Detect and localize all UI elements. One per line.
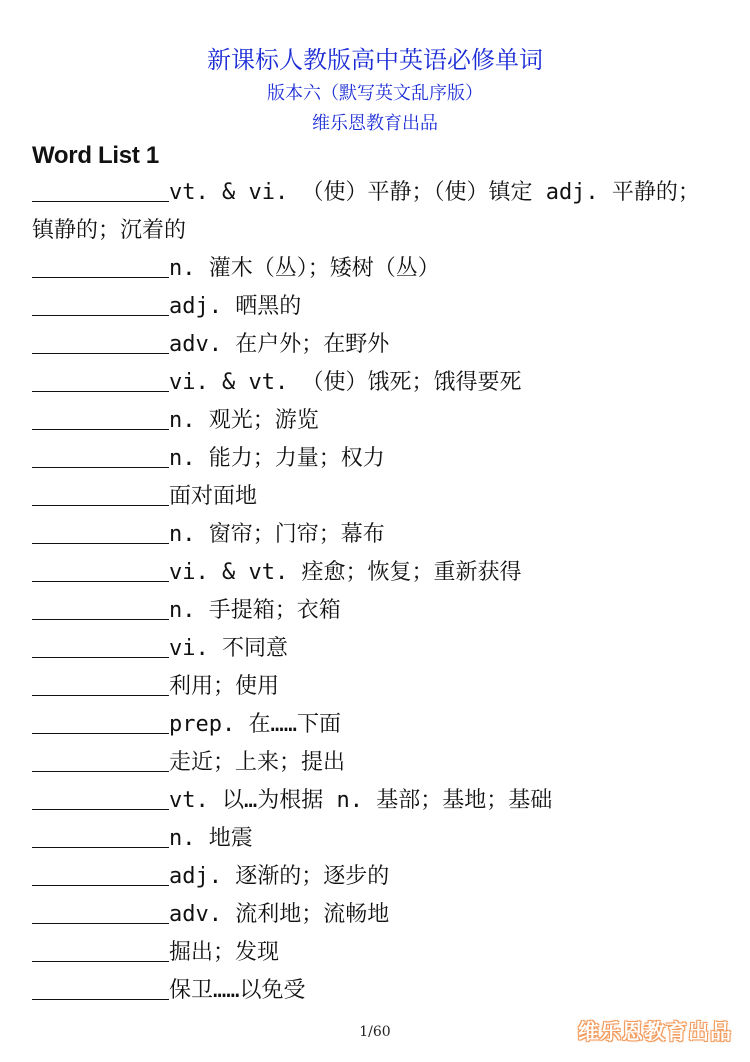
word-definition: 走近；上来；提出 bbox=[169, 750, 346, 775]
answer-blank bbox=[32, 441, 169, 468]
word-entry bbox=[32, 630, 712, 668]
publisher-line: 维乐恩教育出品 bbox=[312, 113, 438, 134]
answer-blank bbox=[32, 935, 169, 962]
answer-blank bbox=[32, 859, 169, 886]
answer-blank bbox=[32, 745, 169, 772]
word-definition: vt. & vi. （使）平静；（使）镇定 adj. 平静的；镇静的；沉着的 bbox=[32, 180, 700, 243]
word-definition: vi. & vt. （使）饿死；饿得要死 bbox=[169, 370, 522, 395]
answer-blank bbox=[32, 669, 169, 696]
page-number: 1/60 bbox=[359, 1024, 391, 1040]
word-list bbox=[32, 174, 712, 1010]
answer-blank bbox=[32, 821, 169, 848]
answer-blank bbox=[32, 783, 169, 810]
word-definition: n. 地震 bbox=[169, 826, 253, 851]
word-entry bbox=[32, 858, 712, 896]
word-definition: vi. & vt. 痊愈；恢复；重新获得 bbox=[169, 560, 522, 585]
answer-blank bbox=[32, 555, 169, 582]
answer-blank bbox=[32, 289, 169, 316]
answer-blank bbox=[32, 327, 169, 354]
word-entry bbox=[32, 668, 712, 706]
answer-blank bbox=[32, 593, 169, 620]
word-entry bbox=[32, 478, 712, 516]
word-definition: n. 观光；游览 bbox=[169, 408, 319, 433]
answer-blank bbox=[32, 479, 169, 506]
answer-blank bbox=[32, 365, 169, 392]
word-entry bbox=[32, 820, 712, 858]
word-definition: 掘出；发现 bbox=[169, 940, 280, 965]
word-definition: n. 能力；力量；权力 bbox=[169, 446, 385, 471]
answer-blank bbox=[32, 175, 169, 202]
word-entry bbox=[32, 592, 712, 630]
word-entry bbox=[32, 440, 712, 478]
word-definition: n. 窗帘；门帘；幕布 bbox=[169, 522, 385, 547]
word-definition: vt. 以…为根据 n. 基部；基地；基础 bbox=[169, 788, 553, 813]
word-entry bbox=[32, 782, 712, 820]
word-entry bbox=[32, 326, 712, 364]
word-entry bbox=[32, 706, 712, 744]
answer-blank bbox=[32, 631, 169, 658]
document-title: 新课标人教版高中英语必修单词 bbox=[207, 46, 543, 74]
word-definition: adv. 流利地；流畅地 bbox=[169, 902, 390, 927]
word-definition: n. 灌木（丛）；矮树（丛） bbox=[169, 256, 440, 281]
word-entry bbox=[32, 250, 712, 288]
word-entry bbox=[32, 896, 712, 934]
word-definition: prep. 在……下面 bbox=[169, 712, 341, 737]
word-entry bbox=[32, 554, 712, 592]
answer-blank bbox=[32, 973, 169, 1000]
answer-blank bbox=[32, 897, 169, 924]
document-header bbox=[0, 40, 750, 138]
word-entry bbox=[32, 744, 712, 782]
answer-blank bbox=[32, 707, 169, 734]
word-entry bbox=[32, 516, 712, 554]
word-definition: n. 手提箱；衣箱 bbox=[169, 598, 341, 623]
word-definition: adv. 在户外；在野外 bbox=[169, 332, 390, 357]
document-subtitle: 版本六（默写英文乱序版） bbox=[267, 83, 483, 104]
answer-blank bbox=[32, 251, 169, 278]
answer-blank bbox=[32, 403, 169, 430]
answer-blank bbox=[32, 517, 169, 544]
word-entry bbox=[32, 402, 712, 440]
word-definition: 利用；使用 bbox=[169, 674, 280, 699]
word-list-heading: Word List 1 bbox=[32, 142, 159, 169]
word-definition: 面对面地 bbox=[169, 484, 258, 509]
word-entry bbox=[32, 364, 712, 402]
word-entry bbox=[32, 174, 712, 250]
word-definition: vi. 不同意 bbox=[169, 636, 288, 661]
word-entry bbox=[32, 934, 712, 972]
word-definition: 保卫……以免受 bbox=[169, 978, 306, 1003]
watermark-logo: 维乐恩教育出品 bbox=[578, 1020, 732, 1044]
word-entry bbox=[32, 288, 712, 326]
word-entry bbox=[32, 972, 712, 1010]
word-definition: adj. 晒黑的 bbox=[169, 294, 302, 319]
word-definition: adj. 逐渐的；逐步的 bbox=[169, 864, 390, 889]
